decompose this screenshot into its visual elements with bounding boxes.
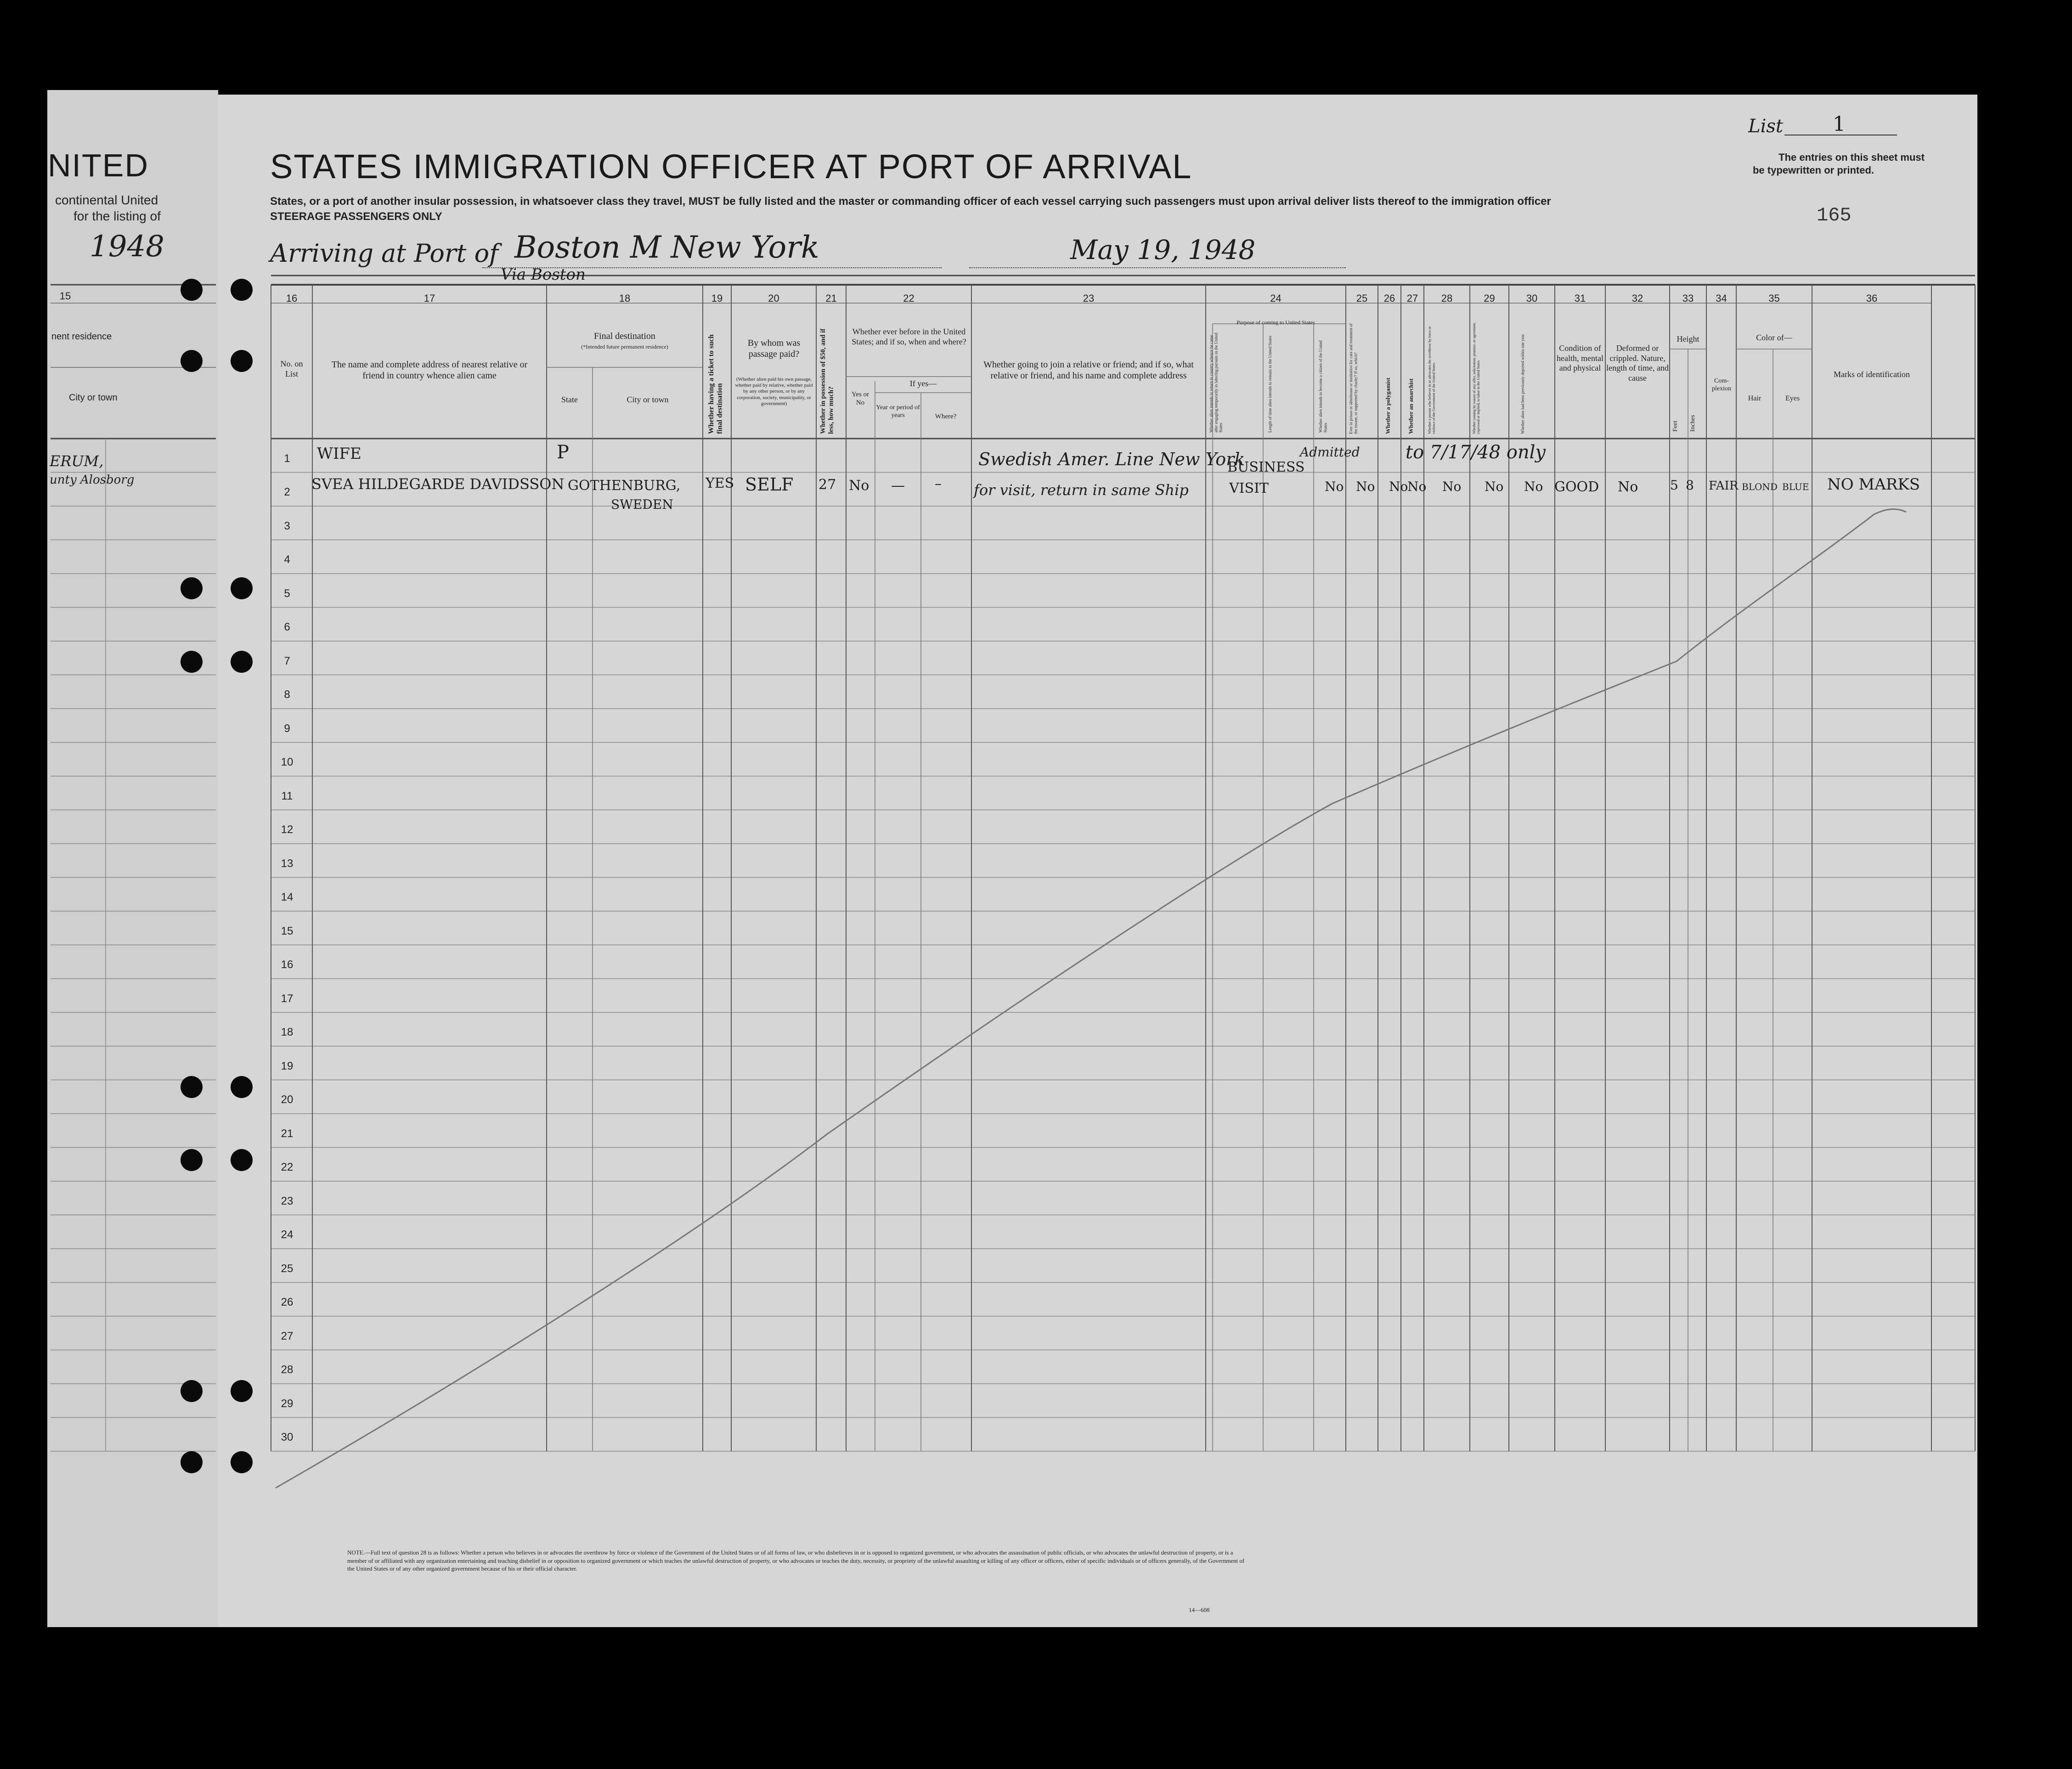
col-num-26: 26 (1383, 293, 1395, 304)
left-line-1: continental United (55, 193, 158, 207)
entry-relation: WIFE (317, 445, 361, 463)
punch-hole (181, 1076, 203, 1098)
row-number: 13 (281, 857, 294, 870)
hdr-color-of: Color of— (1756, 333, 1792, 342)
punch-hole (231, 1076, 253, 1098)
left-col-number: 15 (59, 290, 71, 302)
footnote-text: NOTE.—Full text of question 28 is as follows: Whether a person who believes in or advocates the overthrow by force or violence of the Government of the United States or of all forms of law, or who disbelieves in or is opposed to organized government, or who advocates the assassination of public officials, or who advocates the unlawful destruction of property, or is a member of or affiliated with any organization entertaining and teaching disbelief in or opposition to organized government or which teaches the unlawful destruction of property, or who advocates or teaches the duty, necessity, or propriety of the unlawful assaulting or killing of any officer or officers, either of specific individuals or of officers generally, of the Government of the United States or of any other organized government because of his or their official character. (347, 1549, 1245, 1572)
col-num-23: 23 (1083, 293, 1095, 304)
left-line-2: for the listing of (73, 209, 161, 223)
hdr-by-whom: By whom was passage paid? (747, 338, 801, 359)
hdr-possession: Whether in possession of $50, and if less, how much? (819, 328, 835, 434)
col-num-24: 24 (1270, 293, 1282, 304)
row-number: 5 (284, 587, 290, 600)
left-entry-2: unty Alosborg (50, 473, 135, 487)
hdr-purpose-sub3: Whether alien intends to become a citizen of the United States (1318, 340, 1328, 433)
entry-money: 27 (819, 477, 836, 493)
arriving-label: Arriving at Port of (270, 239, 499, 268)
row-number: 26 (281, 1296, 294, 1308)
date-value: May 19, 1948 (1070, 234, 1256, 265)
entry-feet: 5 (1670, 478, 1678, 493)
left-col-header: nent residence (51, 332, 112, 342)
hdr-c26: Whether a polygamist (1384, 377, 1391, 434)
hdr-complexion: Com- plexion (1712, 377, 1731, 392)
row-number: 19 (281, 1059, 294, 1072)
hdr-marks: Marks of identification (1834, 370, 1910, 379)
row-number: 28 (281, 1363, 294, 1376)
hdr-join-relative: Whether going to join a relative or friend; and if so, what relative or friend, and his name and complete address (983, 360, 1194, 381)
hdr-deformed: Deformed or crippled. Nature, length of time, and cause (1606, 344, 1669, 383)
row-number: 4 (284, 553, 290, 566)
row-number: 24 (281, 1228, 294, 1241)
hdr-hair: Hair (1748, 394, 1761, 402)
hdr-if-yes: If yes— (909, 379, 937, 388)
hdr-eyes: Eyes (1785, 394, 1800, 402)
hdr-final-destination-note: (*Intended future permanent residence) (581, 344, 668, 350)
entry-admitted: Admitted (1300, 445, 1360, 460)
hdr-yes-or-no: Yes or No (851, 391, 869, 406)
hdr-relative: The name and complete address of nearest relative or friend in country whence alien came (331, 360, 528, 381)
instruction-line-1: The entries on this sheet must (1778, 152, 1925, 163)
hdr-by-whom-note: (Whether alien paid his own passage, whether paid by relative, whether paid by any other person, or by any corporation, society, municipality, or government) (735, 377, 813, 406)
col-num-20: 20 (768, 293, 779, 304)
row-number: 30 (281, 1431, 294, 1443)
entry-where-dash: – (935, 476, 942, 492)
row-number: 25 (281, 1262, 294, 1275)
hdr-purpose-sub1: Whether alien intends to return to country whence he came after engaging temporarily in laboring pursuits in the United States (1209, 332, 1223, 433)
col-num-30: 30 (1526, 293, 1538, 304)
col-num-34: 34 (1716, 293, 1727, 304)
entry-join-line-1: Swedish Amer. Line New York (978, 449, 1245, 469)
row-number: 14 (281, 891, 294, 903)
col-num-29: 29 (1484, 293, 1495, 304)
row-number: 3 (284, 519, 290, 532)
hdr-c30: Whether alien had been previously deported within one year (1520, 334, 1525, 434)
col-num-32: 32 (1632, 293, 1643, 304)
col-num-31: 31 (1574, 293, 1586, 304)
punch-hole (231, 279, 253, 301)
entry-relative-name: SVEA HILDEGARDE DAVIDSSON (311, 475, 565, 493)
row-number: 22 (281, 1161, 294, 1173)
entry-admitted-date: to 7/17/48 only (1406, 442, 1546, 463)
entry-hair: BLOND (1742, 481, 1778, 492)
punch-hole (181, 1380, 203, 1402)
row-number: 27 (281, 1330, 294, 1342)
entry-country: SWEDEN (611, 497, 673, 512)
row-number: 9 (284, 722, 290, 735)
punch-hole (181, 1451, 203, 1473)
entry-health: GOOD (1554, 479, 1599, 495)
entry-c29: No (1485, 479, 1504, 494)
entry-eyes: BLUE (1782, 481, 1809, 492)
hdr-inches: Inches (1689, 415, 1696, 432)
hdr-where: Where? (935, 413, 957, 420)
stamp-number: 165 (1817, 204, 1852, 226)
hdr-feet: Feet (1672, 420, 1679, 432)
row-number: 20 (281, 1093, 294, 1106)
hdr-purpose-sub2: Length of time alien intends to remain in the United States (1268, 336, 1272, 433)
col-num-16: 16 (286, 293, 298, 304)
col-num-33: 33 (1682, 293, 1694, 304)
entry-c26: No (1356, 479, 1375, 494)
col-num-28: 28 (1441, 293, 1453, 304)
col-num-22: 22 (903, 293, 915, 304)
hdr-c29: Whether coming by reason of any offer, solicitation, promise, or agreement, expressed or implied, to labor in the United States (1472, 322, 1481, 434)
list-value: 1 (1833, 113, 1846, 136)
form-title: STATES IMMIGRATION OFFICER AT PORT OF ARRIVAL (270, 147, 1192, 186)
port-note: Via Boston (501, 265, 586, 284)
entry-inches: 8 (1686, 478, 1694, 493)
left-year: 1948 (90, 230, 164, 264)
entry-city: GOTHENBURG, (568, 478, 681, 494)
hdr-purpose: Purpose of coming to United States (1236, 319, 1315, 326)
entry-ticket: YES (706, 475, 734, 491)
hdr-c28: Whether a person who believes in or advocates the overthrow by force or violence of the Government of the United States (1428, 326, 1436, 434)
entry-purpose-2: VISIT (1229, 480, 1269, 496)
row-number: 18 (281, 1026, 294, 1038)
punch-hole (181, 651, 203, 673)
entry-c28: No (1442, 479, 1462, 494)
punch-hole (231, 350, 253, 372)
row-number: 2 (284, 486, 290, 498)
steerage-label: STEERAGE PASSENGERS ONLY (270, 210, 442, 223)
punch-hole (181, 350, 203, 372)
punch-hole (231, 577, 253, 599)
left-title-fragment: NITED (48, 147, 149, 183)
punch-hole (231, 1380, 253, 1402)
punch-hole (181, 577, 203, 599)
entry-c25: No (1325, 479, 1344, 494)
date-dotted-line (969, 267, 1346, 269)
row-number: 29 (281, 1397, 294, 1410)
row-number: 17 (281, 992, 294, 1005)
list-label: List (1748, 116, 1783, 137)
entry-c30: No (1524, 479, 1543, 494)
hdr-condition: Condition of health, mental and physical (1557, 344, 1603, 373)
entry-c26b: No (1389, 479, 1408, 494)
left-col-sub: City or town (69, 393, 118, 403)
hdr-year-or-period: Year or period of years (876, 404, 920, 419)
hdr-final-destination: Final destination (594, 331, 655, 341)
footnote-form-code: 14—608 (1189, 1606, 1210, 1613)
instruction-line-2: be typewritten or printed. (1752, 164, 1874, 176)
punch-hole (231, 1149, 253, 1171)
row-number: 21 (281, 1127, 294, 1140)
col-num-35: 35 (1768, 293, 1780, 304)
punch-hole (181, 279, 203, 301)
hdr-state: State (561, 395, 578, 404)
left-entry-1: ERUM, (50, 452, 104, 470)
hdr-c27: Whether an anarchist (1407, 378, 1414, 434)
punch-hole (181, 1149, 203, 1171)
entry-state: P (557, 442, 569, 463)
row-number: 10 (281, 756, 294, 768)
entry-purpose-1: BUSINESS (1227, 459, 1305, 475)
row-number: 6 (284, 621, 290, 633)
hdr-city-or-town: City or town (627, 395, 669, 404)
entry-ever-before: No (849, 478, 869, 494)
col-num-19: 19 (711, 293, 723, 304)
entry-paid-by: SELF (745, 474, 794, 495)
row-number: 1 (284, 452, 290, 465)
col-num-17: 17 (423, 293, 435, 304)
entry-c27: No (1407, 479, 1427, 494)
col-num-25: 25 (1356, 293, 1368, 304)
row-number: 8 (284, 688, 290, 701)
col-num-21: 21 (825, 293, 837, 304)
row-number: 16 (281, 958, 294, 971)
entry-year-dash: — (891, 478, 905, 494)
punch-hole (231, 1451, 253, 1473)
hdr-ever-before: Whether ever before in the United States; and if so, when and where? (852, 327, 966, 346)
hdr-height: Height (1677, 334, 1699, 344)
punch-hole (231, 651, 253, 673)
hdr-ticket: Whether having a ticket to such final destination (707, 334, 724, 434)
form-subtitle: States, or a port of another insular possession, in whatsoever class they travel, MUST be fully listed and the master or commanding officer of each vessel carrying such passengers must upon arrival deliver lists thereof to the immigration officer (270, 195, 1551, 208)
port-value: Boston M New York (514, 230, 819, 265)
hdr-c25: Ever in prison or almshouse or institution for care and treatment of the insane, or supported by charity? If so, which? (1349, 323, 1358, 434)
row-number: 7 (284, 654, 290, 667)
row-number: 11 (281, 789, 293, 802)
row-number: 23 (281, 1194, 294, 1207)
col-num-36: 36 (1866, 293, 1878, 304)
row-number: 12 (281, 823, 294, 836)
entry-join-line-2: for visit, return in same Ship (974, 481, 1189, 499)
col-num-18: 18 (619, 293, 631, 304)
entry-complexion: FAIR (1709, 479, 1739, 493)
entry-marks: NO MARKS (1827, 475, 1920, 494)
entry-deformed: No (1618, 479, 1638, 495)
col-num-27: 27 (1406, 293, 1418, 304)
row-number: 15 (281, 924, 294, 937)
cancellation-stroke (276, 509, 1906, 1488)
hdr-no-on-list: No. on List (280, 359, 303, 378)
